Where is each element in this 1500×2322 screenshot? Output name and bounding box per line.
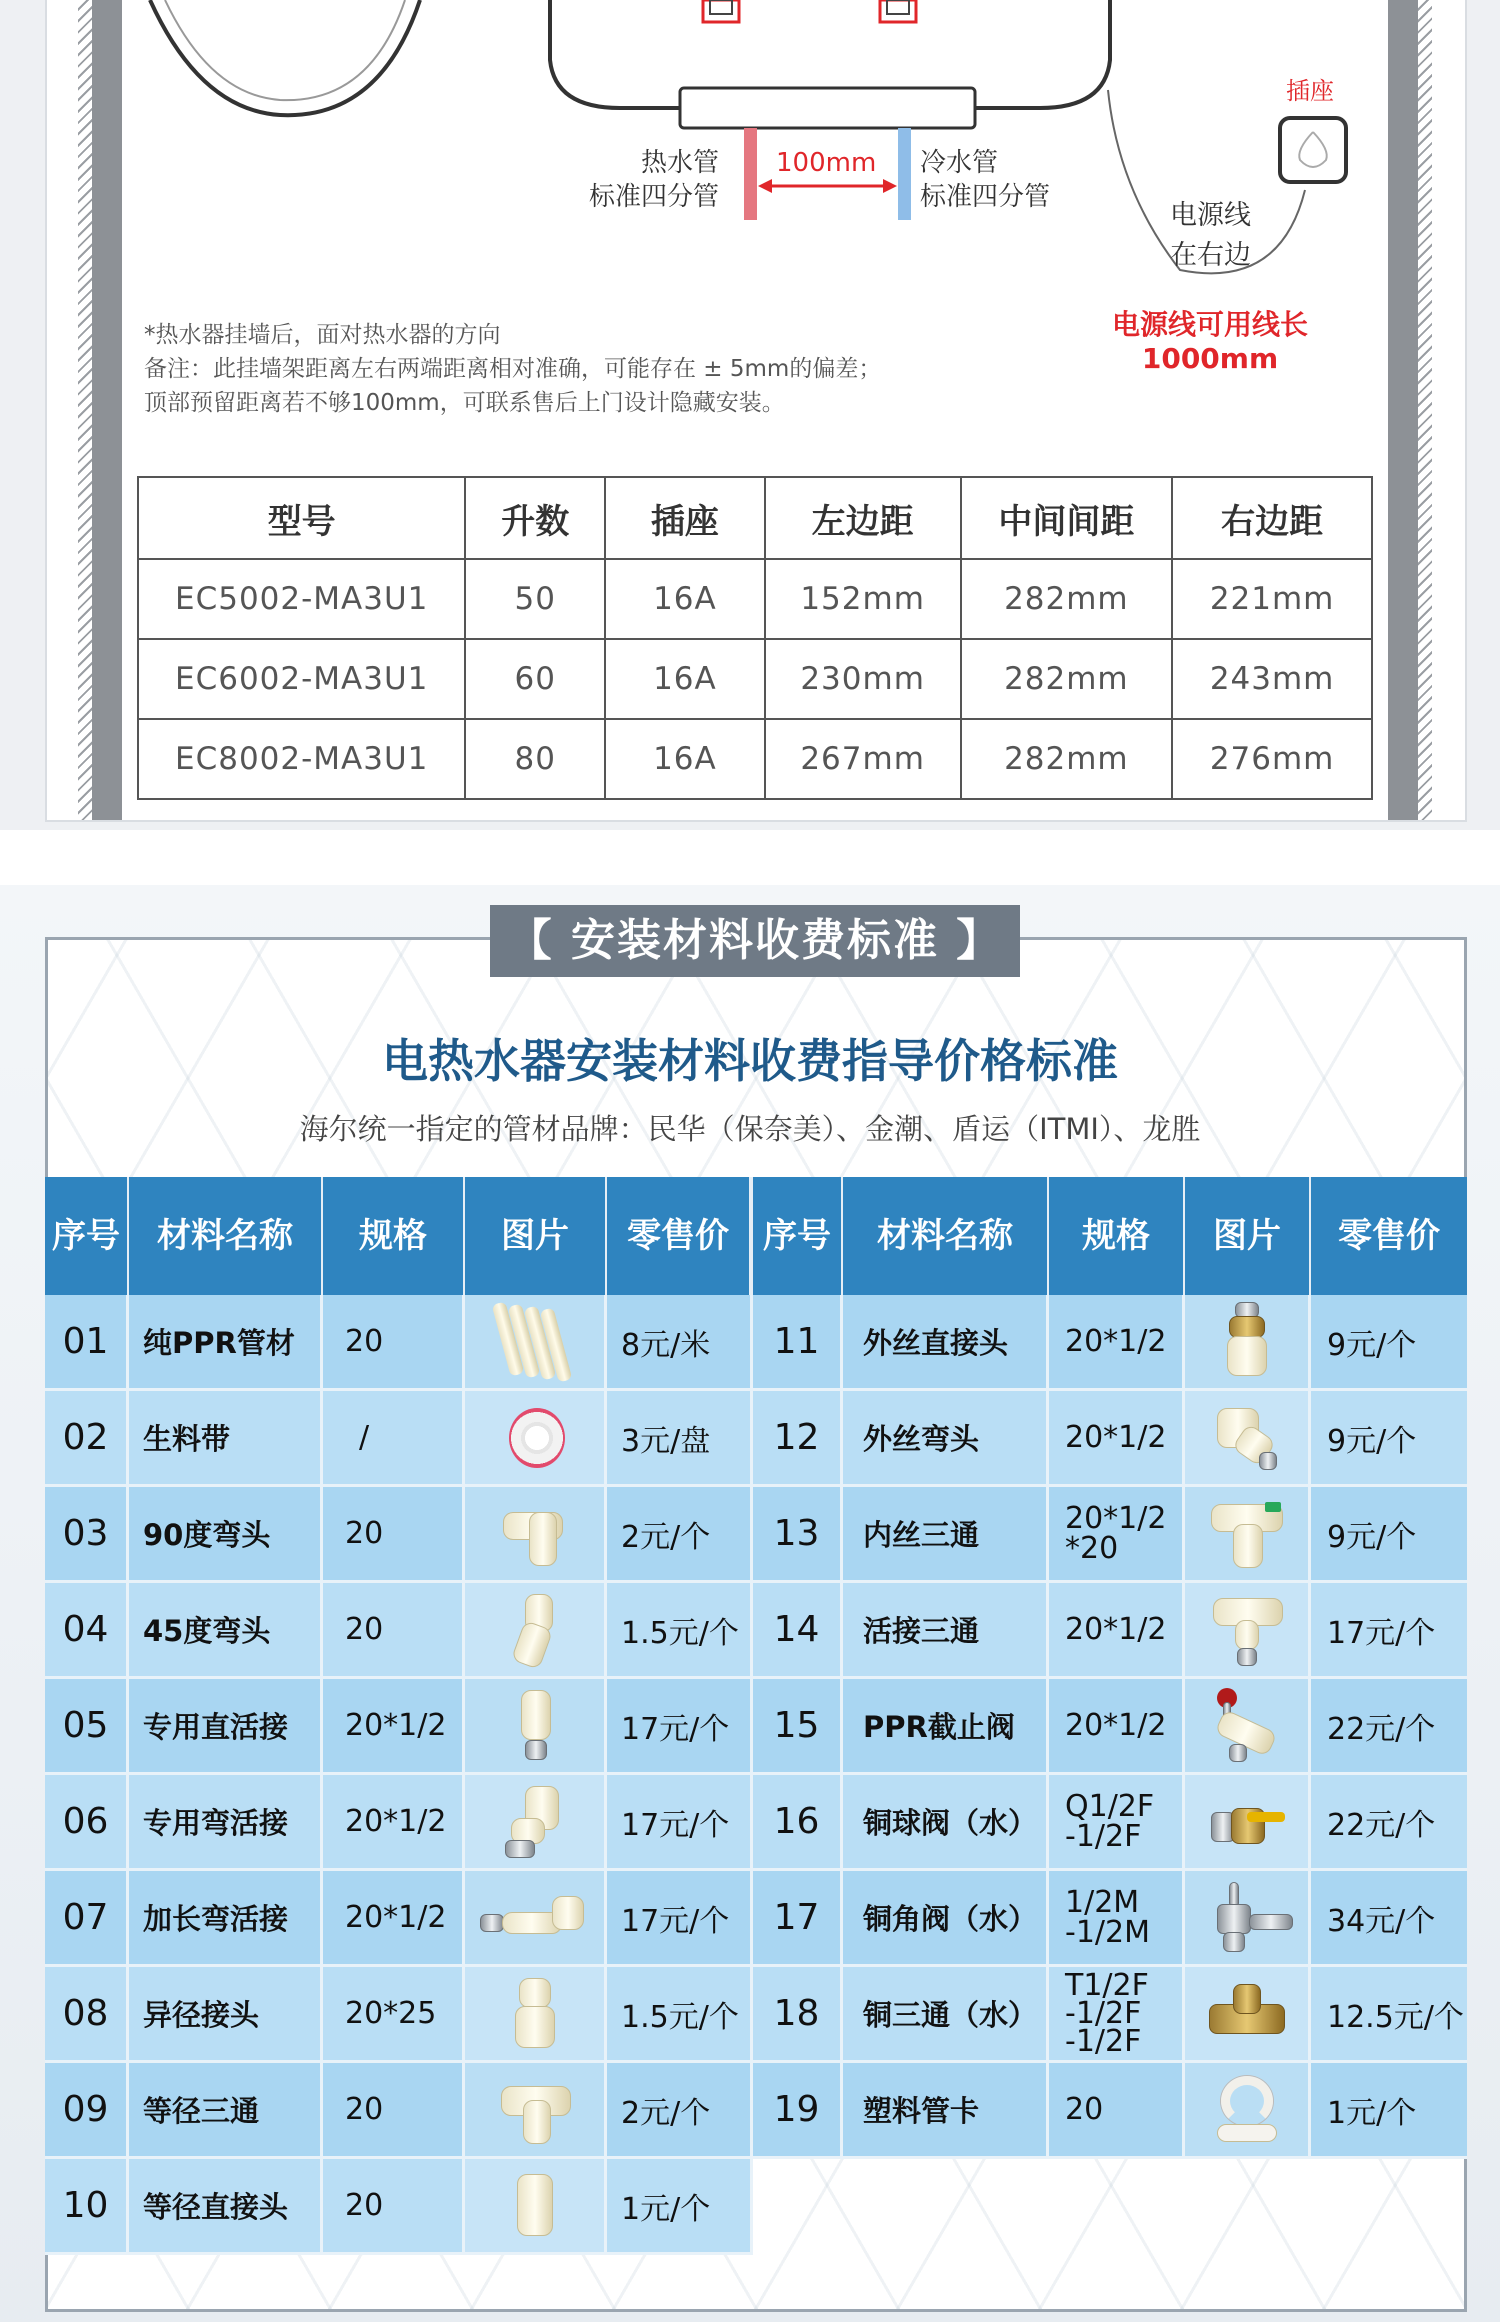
spec-cell: 243mm [1172,639,1372,719]
material-spec: 20 [323,1487,465,1583]
material-spec: 20*1/2 *20 [1049,1487,1185,1583]
header-price: 零售价 [607,1177,753,1295]
material-name: 45度弯头 [129,1583,323,1679]
material-row [45,1295,753,1391]
material-no: 10 [45,2159,129,2255]
material-price: 12.5元/个 [1311,1967,1467,2063]
material-spec: 20*25 [323,1967,465,2063]
spec-cell: 221mm [1172,559,1372,639]
long-elbow-union-icon [480,1878,590,1958]
elbow-45-icon [495,1590,575,1670]
material-image [465,2063,607,2159]
wall-bracket-arc [150,0,420,115]
material-spec: 20*1/2 [1049,1295,1185,1391]
material-no: 09 [45,2063,129,2159]
materials-section [0,885,1500,2322]
material-name: 外丝直接头 [843,1295,1049,1391]
material-name: 内丝三通 [843,1487,1049,1583]
heater-control-panel [680,88,975,128]
material-spec: T1/2F -1/2F -1/2F [1049,1967,1185,2063]
material-spec: Q1/2F -1/2F [1049,1775,1185,1871]
spec-cell: EC6002-MA3U1 [138,639,465,719]
material-name: 塑料管卡 [843,2063,1049,2159]
header-spec: 规格 [1049,1177,1185,1295]
ptfe-tape-icon [495,1398,575,1478]
angle-valve-icon [1199,1878,1295,1958]
straight-union-icon [495,1686,575,1766]
spec-cell: 16A [605,559,765,639]
material-price: 22元/个 [1311,1775,1467,1871]
spec-cell: 282mm [961,559,1173,639]
material-no: 14 [753,1583,843,1679]
material-row [753,1967,1467,2063]
power-length-label: 电源线可用线长 1000mm [1112,308,1309,375]
material-name: 等径直接头 [129,2159,323,2255]
material-price: 17元/个 [607,1679,753,1775]
material-row [753,1583,1467,1679]
material-no: 16 [753,1775,843,1871]
material-spec: 20*1/2 [1049,1679,1185,1775]
spec-cell: 152mm [765,559,961,639]
material-spec: 20 [323,2159,465,2255]
material-no: 17 [753,1871,843,1967]
spec-header-cell: 中间间距 [961,477,1173,559]
material-no: 07 [45,1871,129,1967]
material-image [1185,1967,1311,2063]
material-no: 03 [45,1487,129,1583]
material-row [753,1679,1467,1775]
material-name: 专用直活接 [129,1679,323,1775]
spec-cell: 282mm [961,719,1173,799]
material-image [465,1775,607,1871]
material-no: 15 [753,1679,843,1775]
install-diagram-section [0,0,1500,830]
material-no: 12 [753,1391,843,1487]
material-row [753,1487,1467,1583]
material-price: 2元/个 [607,2063,753,2159]
power-side-label: 电源线 在右边 [1170,200,1251,271]
cold-pipe-label: 冷水管 标准四分管 [920,148,1051,212]
model-spec-table [137,476,1373,800]
material-image [465,1583,607,1679]
stop-valve-icon [1207,1686,1287,1766]
material-no: 18 [753,1967,843,2063]
material-row [753,1295,1467,1391]
material-image [1185,1871,1311,1967]
ppr-pipe-icon [495,1302,575,1382]
material-row [753,1775,1467,1871]
material-image [465,1967,607,2063]
header-no: 序号 [45,1177,129,1295]
spec-header-cell: 升数 [465,477,605,559]
spec-cell: EC5002-MA3U1 [138,559,465,639]
install-notes: *热水器挂墙后，面对热水器的方向 备注：此挂墙架距离左右两端距离相对准确，可能存在 ± 5mm的偏差； 顶部预留距离若不够100mm，可联系售后上门设计隐藏安装。 [144,322,882,416]
material-no: 11 [753,1295,843,1391]
material-price: 17元/个 [607,1871,753,1967]
socket-label: 插座 [1286,77,1334,105]
material-image [465,1487,607,1583]
material-row [753,2063,1467,2159]
material-image [465,1679,607,1775]
material-spec: 1/2M -1/2M [1049,1871,1185,1967]
material-image [1185,1775,1311,1871]
spec-table-header [138,477,1372,559]
spec-cell: EC8002-MA3U1 [138,719,465,799]
header-name: 材料名称 [129,1177,323,1295]
section-banner: 【 安装材料收费标准 】 [490,905,1020,977]
material-name: 铜角阀（水） [843,1871,1049,1967]
cold-pipe-line [898,128,911,220]
material-row [45,1775,753,1871]
material-image [1185,1295,1311,1391]
material-spec: 20 [323,1583,465,1679]
material-name: 专用弯活接 [129,1775,323,1871]
material-image [1185,1391,1311,1487]
material-row [45,1487,753,1583]
elbow-union-icon [495,1782,575,1862]
material-name: 纯PPR管材 [129,1295,323,1391]
material-price: 1元/个 [607,2159,753,2255]
male-thread-elbow-icon [1207,1398,1287,1478]
spec-header-cell: 型号 [138,477,465,559]
equal-tee-icon [495,2070,575,2150]
header-image: 图片 [465,1177,607,1295]
material-no: 06 [45,1775,129,1871]
material-no: 01 [45,1295,129,1391]
material-spec: 20 [323,1295,465,1391]
spec-cell: 16A [605,639,765,719]
spec-cell: 16A [605,719,765,799]
spec-cell: 267mm [765,719,961,799]
reducer-icon [495,1974,575,2054]
material-name: PPR截止阀 [843,1679,1049,1775]
material-name: 90度弯头 [129,1487,323,1583]
material-no: 08 [45,1967,129,2063]
union-tee-icon [1207,1590,1287,1670]
material-name: 加长弯活接 [129,1871,323,1967]
header-no: 序号 [753,1177,843,1295]
spec-table-row [138,719,1372,799]
material-spec: 20*1/2 [323,1679,465,1775]
spec-header-cell: 插座 [605,477,765,559]
material-name: 异径接头 [129,1967,323,2063]
spec-cell: 80 [465,719,605,799]
spec-header-cell: 右边距 [1172,477,1372,559]
brass-tee-icon [1207,1974,1287,2054]
materials-title: 电热水器安装材料收费指导价格标准 [382,1034,1118,1088]
material-price: 34元/个 [1311,1871,1467,1967]
ball-valve-icon [1207,1782,1287,1862]
material-row [45,1679,753,1775]
material-price: 9元/个 [1311,1295,1467,1391]
material-spec: 20*1/2 [1049,1391,1185,1487]
material-price: 17元/个 [607,1775,753,1871]
material-name: 等径三通 [129,2063,323,2159]
material-price: 2元/个 [607,1487,753,1583]
material-image [465,1391,607,1487]
material-image [1185,1487,1311,1583]
material-row [45,2063,753,2159]
spec-cell: 282mm [961,639,1173,719]
material-price: 3元/盘 [607,1391,753,1487]
material-spec: 20 [323,2063,465,2159]
material-price: 9元/个 [1311,1487,1467,1583]
material-row [753,1871,1467,1967]
spec-table-row [138,639,1372,719]
spec-cell: 276mm [1172,719,1372,799]
material-price: 1元/个 [1311,2063,1467,2159]
material-image [1185,1583,1311,1679]
material-name: 铜球阀（水） [843,1775,1049,1871]
spec-cell: 60 [465,639,605,719]
material-image [465,1295,607,1391]
material-name: 生料带 [129,1391,323,1487]
spec-header-cell: 左边距 [765,477,961,559]
pipe-clip-icon [1207,2070,1287,2150]
material-spec: / [323,1391,465,1487]
materials-table-body [45,1295,1467,2255]
material-price: 1.5元/个 [607,1967,753,2063]
material-name: 铜三通（水） [843,1967,1049,2063]
material-image [465,2159,607,2255]
spec-cell: 230mm [765,639,961,719]
header-image: 图片 [1185,1177,1311,1295]
material-no: 19 [753,2063,843,2159]
material-image [465,1871,607,1967]
material-price: 1.5元/个 [607,1583,753,1679]
material-price: 22元/个 [1311,1679,1467,1775]
hot-pipe-label: 热水管 标准四分管 [589,148,720,212]
material-no: 13 [753,1487,843,1583]
material-spec: 20*1/2 [323,1775,465,1871]
material-row [45,1871,753,1967]
material-row [45,1583,753,1679]
material-spec: 20*1/2 [1049,1583,1185,1679]
materials-table-header [45,1177,1467,1295]
elbow-90-icon [495,1494,575,1574]
spec-cell: 50 [465,559,605,639]
material-image [1185,1679,1311,1775]
materials-subtitle: 海尔统一指定的管材品牌：民华（保奈美）、金潮、盾运（ITMI）、龙胜 [299,1112,1201,1146]
coupling-icon [495,2166,575,2246]
material-price: 8元/米 [607,1295,753,1391]
header-spec: 规格 [323,1177,465,1295]
hot-pipe-line [744,128,757,220]
material-price: 17元/个 [1311,1583,1467,1679]
material-no: 05 [45,1679,129,1775]
pipe-gap-label: 100mm [776,148,877,178]
female-thread-tee-icon [1207,1494,1287,1574]
header-name: 材料名称 [843,1177,1049,1295]
material-name: 活接三通 [843,1583,1049,1679]
header-price: 零售价 [1338,1216,1440,1256]
material-name: 外丝弯头 [843,1391,1049,1487]
material-row [45,2159,753,2255]
material-image [1185,2063,1311,2159]
material-row [753,1391,1467,1487]
material-row [45,1391,753,1487]
spec-table-row [138,559,1372,639]
male-thread-coupling-icon [1207,1302,1287,1382]
material-no: 04 [45,1583,129,1679]
material-price: 9元/个 [1311,1391,1467,1487]
material-spec: 20 [1049,2063,1185,2159]
material-row [45,1967,753,2063]
material-spec: 20*1/2 [323,1871,465,1967]
material-no: 02 [45,1391,129,1487]
